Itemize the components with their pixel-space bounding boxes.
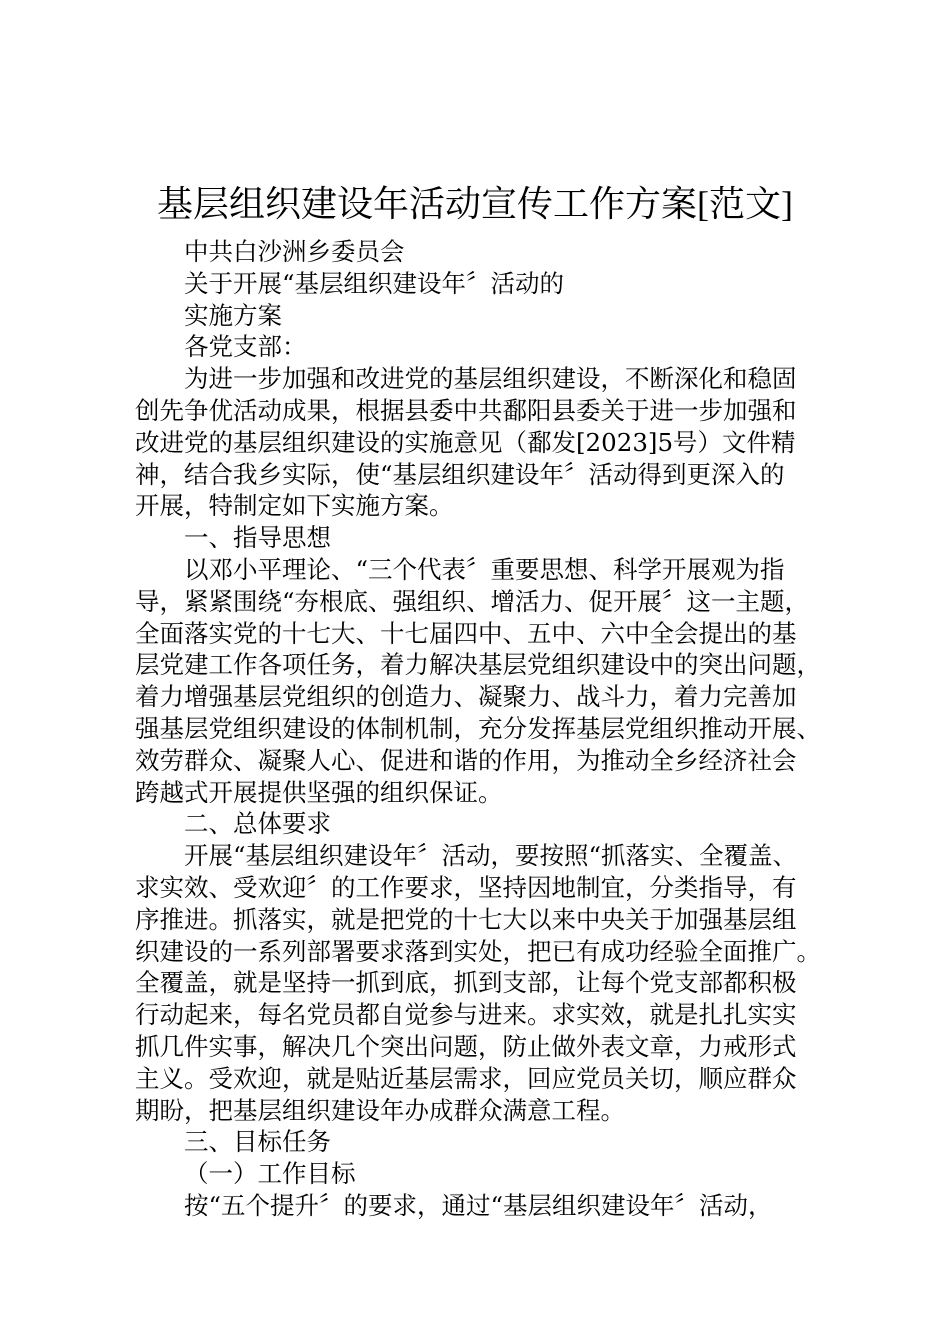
document-line: 抓几件实事，解决几个突出问题，防止做外表文章，力戒形式 — [135, 1031, 797, 1061]
document-line: 开展“基层组织建设年〞活动，要按照“抓落实、全覆盖、 — [184, 841, 798, 871]
document-line: 中共白沙洲乡委员会 — [184, 237, 405, 266]
document-line: 着力增强基层党组织的创造力、凝聚力、战斗力，着力完善加 — [135, 682, 797, 712]
document-line: 关于开展“基层组织建设年〞活动的 — [184, 268, 565, 298]
document-line: 全覆盖，就是坚持一抓到底，抓到支部，让每个党支部都积极 — [135, 968, 797, 998]
document-line: （一）工作目标 — [184, 1159, 356, 1189]
document-line: 实施方案 — [184, 300, 282, 330]
document-line: 导，紧紧围绕“夯根底、强组织、增活力、促开展〞这一主题， — [135, 586, 810, 616]
document-line: 求实效、受欢迎〞的工作要求，坚持因地制宜，分类指导，有 — [135, 872, 797, 902]
document-line: 以邓小平理论、“三个代表〞重要思想、科学开展观为指 — [184, 554, 785, 584]
document-line: 跨越式开展提供坚强的组织保证。 — [135, 777, 503, 807]
document-line: 层党建工作各项任务，着力解决基层党组织建设中的突出问题， — [135, 650, 821, 680]
document-line: 序推进。抓落实，就是把党的十七大以来中央关于加强基层组 — [135, 904, 797, 934]
document-line: 改进党的基层组织建设的实施意见（鄱发[2023]5号）文件精 — [135, 427, 796, 457]
document-title: 基层组织建设年活动宣传工作方案[范文] — [157, 184, 793, 224]
document-line: 按“五个提升〞的要求，通过“基层组织建设年〞活动， — [184, 1190, 773, 1220]
document-line: 为进一步加强和改进党的基层组织建设，不断深化和稳固 — [184, 364, 797, 394]
document-line: 期盼，把基层组织建设年办成群众满意工程。 — [135, 1095, 625, 1125]
document-body — [135, 236, 827, 1222]
document-line: 行动起来，每名党员都自觉参与进来。求实效，就是扎扎实实 — [135, 1000, 797, 1030]
document-line: 神，结合我乡实际，使“基层组织建设年〞活动得到更深入的 — [135, 459, 785, 489]
document-line: 织建设的一系列部署要求落到实处，把已有成功经验全面推广。 — [135, 936, 821, 966]
document-line: 二、总体要求 — [184, 809, 331, 839]
document-line: 各党支部： — [184, 332, 307, 362]
document-line: 一、指导思想 — [184, 523, 331, 553]
document-line: 三、目标任务 — [184, 1127, 331, 1157]
document-line: 主义。受欢迎，就是贴近基层需求，回应党员关切，顺应群众 — [135, 1063, 797, 1093]
document-line: 创先争优活动成果，根据县委中共鄱阳县委关于进一步加强和 — [135, 395, 797, 425]
document-line: 全面落实党的十七大、十七届四中、五中、六中全会提出的基 — [135, 618, 797, 648]
document-line: 效劳群众、凝聚人心、促进和谐的作用，为推动全乡经济社会 — [135, 745, 797, 775]
document-line: 开展，特制定如下实施方案。 — [135, 491, 454, 521]
document-line: 强基层党组织建设的体制机制，充分发挥基层党组织推动开展、 — [135, 713, 821, 743]
